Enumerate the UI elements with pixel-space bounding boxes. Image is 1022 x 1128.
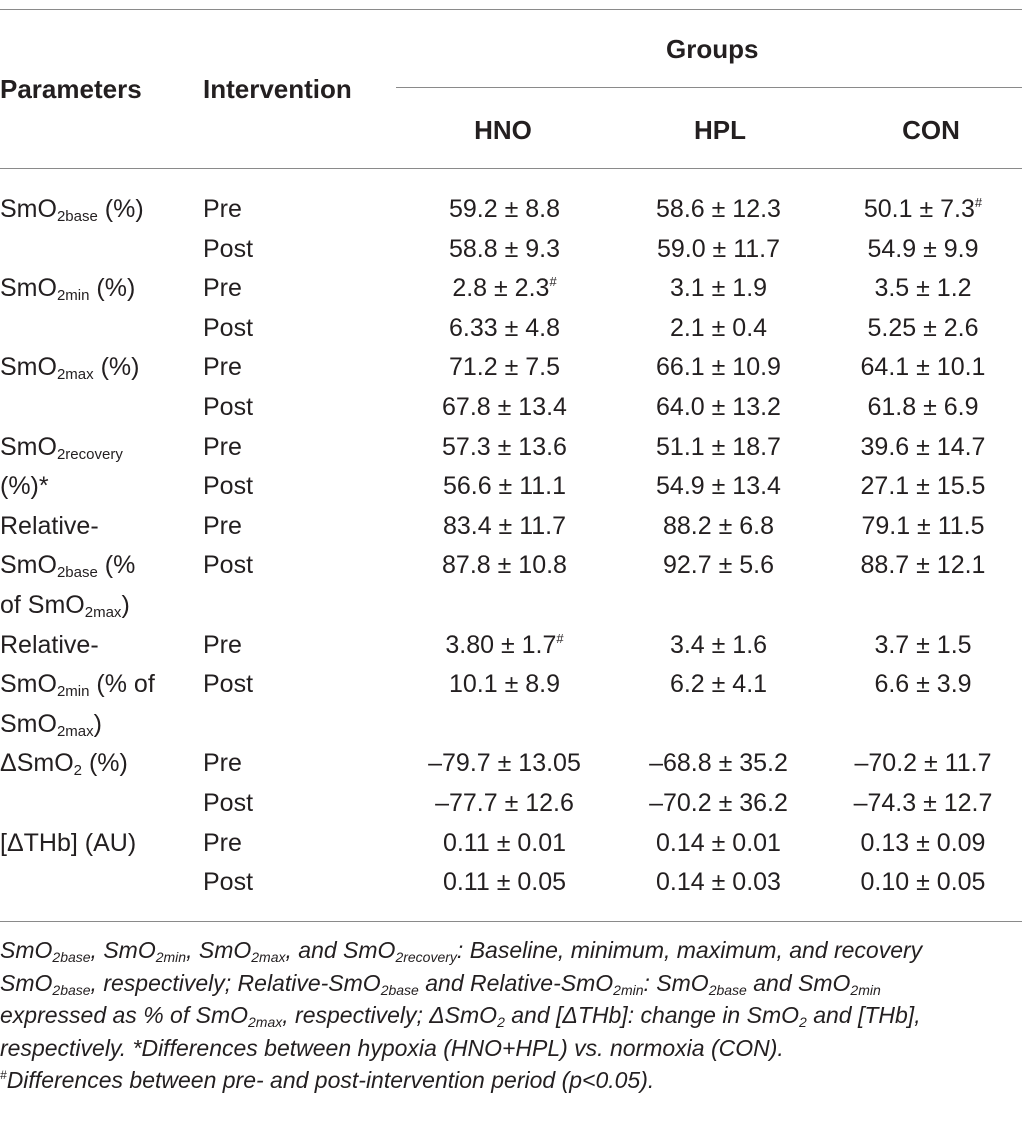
value-cell: 0.11 ± 0.05 [442,868,567,897]
intervention-cell: Pre [203,749,242,778]
table-bottom-rule [0,921,1022,922]
intervention-cell: Post [203,472,254,501]
value-cell: 6.2 ± 4.1 [669,670,768,699]
value-cell: 3.80 ± 1.7# [445,630,564,659]
value-cell: 3.5 ± 1.2 [874,274,972,303]
param-relative-smo2min: Relative- [0,630,99,659]
value-cell: 71.2 ± 7.5 [448,353,561,382]
hash-marker: # [549,274,557,290]
value-cell: –70.2 ± 36.2 [649,788,788,817]
intervention-cell: Pre [203,630,242,659]
value-cell: 10.1 ± 8.9 [448,670,561,699]
value-cell: 87.8 ± 10.8 [442,551,567,580]
header-group-hpl: HPL [694,115,746,145]
data-table [0,190,1022,903]
table-row: SmO$_{2base}$ (% Post 87.8 ± 10.8 92.7 ± 5.6 88.7 ± 12.1 [0,546,1022,586]
table-row [0,230,1022,270]
param-smo2base: SmO$_{2base}$ (%) [0,195,144,225]
value-cell: 0.14 ± 0.01 [656,828,781,857]
value-cell: 58.8 ± 9.3 [448,234,561,263]
table-row [0,309,1022,349]
intervention-cell: Post [203,670,254,699]
intervention-cell: Post [203,392,254,421]
value-cell: 50.1 ± 7.3# [863,195,983,223]
value-cell: –77.7 ± 12.6 [435,788,574,817]
value-cell: –79.7 ± 13.05 [428,749,581,778]
value-cell: 0.13 ± 0.09 [860,828,986,857]
value-cell: 66.1 ± 10.9 [656,353,781,382]
param-smo2max: SmO$_{2max}$ (%) [0,353,140,384]
value-cell: 54.9 ± 9.9 [867,234,979,263]
value-cell: 59.2 ± 8.8 [448,195,561,223]
param-smo2recovery: SmO$_{2recovery}$ [0,432,123,463]
value-cell: 67.8 ± 13.4 [442,392,567,421]
value-cell: 3.7 ± 1.5 [874,630,972,659]
value-cell: –68.8 ± 35.2 [649,749,788,778]
value-cell: 88.7 ± 12.1 [860,551,986,580]
header-parameters: Parameters [0,74,142,104]
intervention-cell: Pre [203,195,242,223]
value-cell: 27.1 ± 15.5 [860,472,986,501]
value-cell: 59.0 ± 11.7 [656,234,781,263]
table-row [0,507,1022,547]
table-row [0,467,1022,507]
value-cell: 61.8 ± 6.9 [867,392,979,421]
table-row [0,863,1022,903]
value-cell: 57.3 ± 13.6 [442,432,567,461]
intervention-cell: Pre [203,353,242,382]
intervention-cell: Post [203,551,254,580]
footnote-line: SmO$_{2base}$, SmO$_{2min}$, SmO$_{2max}$, and SmO$_{2recovery}$: Baseline, minimum, maximum, and recovery [0,937,923,965]
value-cell: –70.2 ± 11.7 [854,749,992,778]
value-cell: 88.2 ± 6.8 [662,511,775,540]
footnote-line: #Differences between pre- and post-intervention period (p<0.05). [0,1067,655,1094]
footnote-line: SmO$_{2base}$, respectively; Relative-SmO$_{2base}$ and Relative-SmO$_{2min}$: SmO$_{2base}$ and SmO$_{2min}$ [0,969,881,998]
intervention-cell: Post [203,868,254,897]
param-delta-smo2: ΔSmO$_2$ (%) [0,749,128,780]
param-relative-smo2base: Relative- [0,511,99,540]
value-cell: 3.4 ± 1.6 [669,630,768,659]
hash-marker: # [0,1068,7,1083]
value-cell: 64.1 ± 10.1 [860,353,986,382]
param-delta-thb: [ΔTHb] (AU) [0,828,137,857]
value-cell: 0.11 ± 0.01 [442,828,567,857]
table-row [0,269,1022,309]
intervention-cell: Pre [203,274,242,303]
header-group-hno: HNO [474,115,532,145]
header-groups: Groups [666,34,759,64]
value-cell: 64.0 ± 13.2 [656,392,781,421]
value-cell: 6.6 ± 3.9 [874,670,972,699]
hash-marker: # [974,195,983,210]
hash-marker: # [556,630,564,646]
value-cell: 0.14 ± 0.03 [656,868,781,897]
value-cell: 56.6 ± 11.1 [442,472,567,501]
value-cell: 51.1 ± 18.7 [656,432,781,461]
value-cell: 6.33 ± 4.8 [448,313,561,342]
table-row [0,388,1022,428]
table-row [0,824,1022,864]
header-intervention: Intervention [203,74,352,104]
intervention-cell: Post [203,788,254,817]
value-cell: 58.6 ± 12.3 [656,195,781,223]
value-cell: 0.10 ± 0.05 [860,868,986,897]
table-row: SmO$_{2max}$) [0,709,102,740]
header-group-con: CON [902,115,960,145]
table-top-rule [0,9,1022,10]
value-cell: 54.9 ± 13.4 [656,472,781,501]
table-row [0,428,1022,468]
table-row: of SmO$_{2max}$) [0,590,130,621]
value-cell: 5.25 ± 2.6 [867,313,979,342]
value-cell: 92.7 ± 5.6 [662,551,775,580]
table-row [0,348,1022,388]
header-bottom-rule [0,168,1022,169]
table-row [0,744,1022,784]
intervention-cell: Pre [203,511,242,540]
intervention-cell: Post [203,234,254,263]
intervention-cell: Pre [203,828,242,857]
footnote-line: respectively. *Differences between hypoxia (HNO+HPL) vs. normoxia (CON). [0,1034,784,1061]
intervention-cell: Post [203,313,254,342]
table-row [0,626,1022,666]
footnote-line: expressed as % of SmO$_{2max}$, respectively; ΔSmO$_2$ and [ΔTHb]: change in SmO$_2$ and [THb], [0,1002,921,1031]
table-row [0,190,1022,230]
value-cell: 2.1 ± 0.4 [669,313,768,342]
value-cell: 3.1 ± 1.9 [669,274,768,303]
table-row: SmO$_{2min}$ (% of Post 10.1 ± 8.9 6.2 ± 4.1 6.6 ± 3.9 [0,665,1022,705]
table-row [0,784,1022,824]
value-cell: 2.8 ± 2.3# [452,274,557,303]
groups-rule [396,87,1022,88]
table-footnote [0,934,1022,1097]
intervention-cell: Pre [203,432,242,461]
value-cell: 83.4 ± 11.7 [442,511,567,540]
param-smo2min: SmO$_{2min}$ (%) [0,274,136,305]
value-cell: 39.6 ± 14.7 [860,432,986,461]
value-cell: –74.3 ± 12.7 [853,788,993,817]
param-smo2recovery-unit: (%)* [0,472,49,501]
value-cell: 79.1 ± 11.5 [861,511,985,540]
